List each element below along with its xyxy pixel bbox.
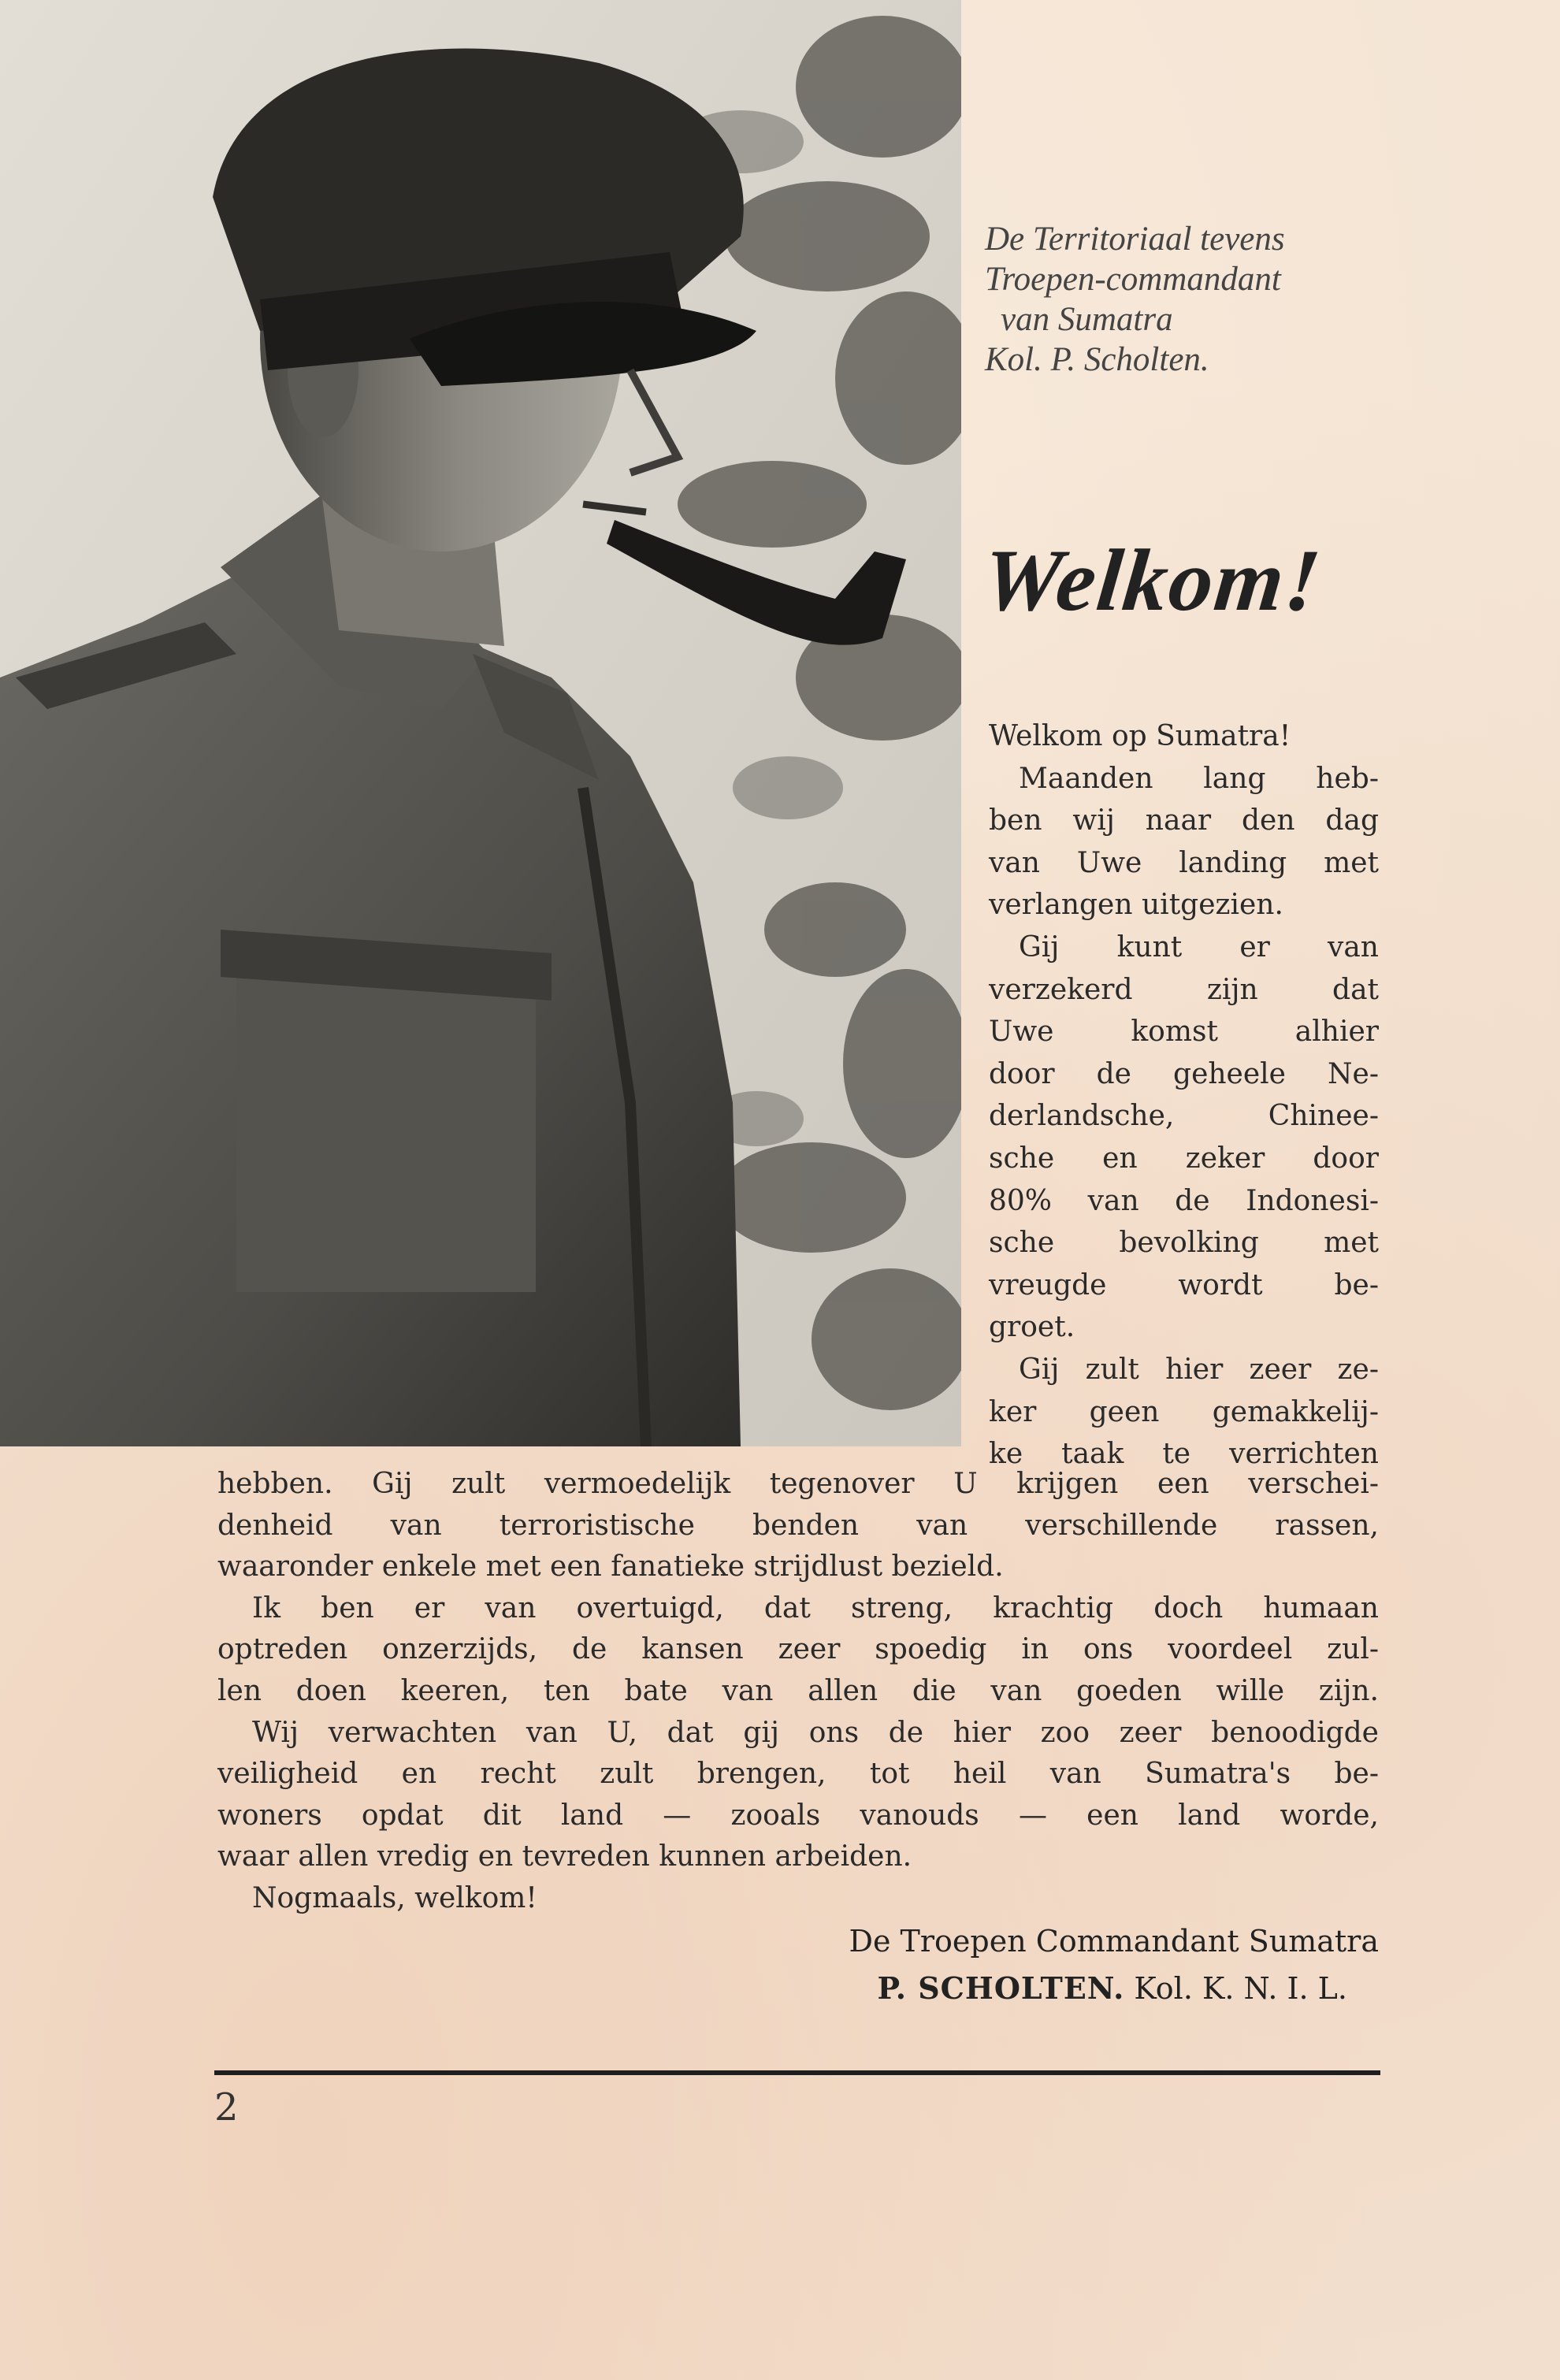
text-line: vreugde wordt be- xyxy=(989,1268,1379,1301)
text-line: len doen keeren, ten bate van allen die van goeden wille zijn. xyxy=(217,1674,1379,1707)
signature-title: De Troepen Commandant Sumatra xyxy=(849,1924,1379,1959)
text-line: Nogmaals, welkom! xyxy=(252,1881,537,1914)
caption-line: van Sumatra xyxy=(1001,301,1173,338)
text-line: denheid van terroristische benden van verschillende rassen, xyxy=(217,1509,1379,1542)
text-line: waar allen vredig en tevreden kunnen arbeiden. xyxy=(217,1840,912,1873)
wide-text-block xyxy=(217,1464,1379,1920)
text-line: Gij kunt er van xyxy=(1019,930,1379,964)
officer-portrait-photo xyxy=(0,0,961,1446)
text-line: Gij zult hier zeer ze- xyxy=(1019,1353,1379,1386)
text-line: Ik ben er van overtuigd, dat streng, krachtig doch humaan xyxy=(252,1591,1379,1624)
signature-name: P. SCHOLTEN. xyxy=(877,1970,1125,2006)
officer-portrait-drawing xyxy=(0,0,961,1446)
text-line: Wij verwachten van U, dat gij ons de hier zoo zeer benoodigde xyxy=(252,1716,1379,1749)
caption-line: Kol. P. Scholten. xyxy=(985,341,1209,378)
text-line: van Uwe landing met xyxy=(989,846,1379,879)
text-line: ke taak te verrichten xyxy=(989,1438,1379,1471)
text-line: sche en zeker door xyxy=(989,1142,1379,1175)
text-line: 80% van de Indonesi- xyxy=(989,1184,1379,1217)
footer-rule xyxy=(214,2070,1380,2075)
text-line: verzekerd zijn dat xyxy=(989,973,1379,1006)
text-line: groet. xyxy=(989,1311,1075,1344)
text-line: verlangen uitgezien. xyxy=(989,889,1283,922)
caption-line: Troepen-commandant xyxy=(985,261,1281,298)
text-line: woners opdat dit land — zooals vanouds — een land worde, xyxy=(217,1799,1379,1832)
text-line: hebben. Gij zult vermoedelijk tegenover U krijgen een verschei- xyxy=(217,1468,1379,1500)
text-line: Welkom op Sumatra! xyxy=(989,720,1291,752)
photo-caption xyxy=(985,219,1395,380)
signature-name-line xyxy=(780,1970,1347,2007)
text-line: Maanden lang heb- xyxy=(1019,762,1379,795)
text-line: sche bevolking met xyxy=(989,1227,1379,1260)
narrow-text-column xyxy=(989,715,1379,1476)
text-line: veiligheid en recht zult brengen, tot heil van Sumatra's be- xyxy=(217,1758,1379,1791)
page-number: 2 xyxy=(214,2085,239,2129)
welcome-heading: Welkom! xyxy=(978,532,1327,629)
caption-line: De Territoriaal tevens xyxy=(985,221,1285,258)
text-line: ker geen gemakkelij- xyxy=(989,1395,1379,1428)
text-line: derlandsche, Chinee- xyxy=(989,1100,1379,1133)
text-line: optreden onzerzijds, de kansen zeer spoedig in ons voordeel zul- xyxy=(217,1633,1379,1666)
signature-rank: Kol. K. N. I. L. xyxy=(1134,1971,1347,2006)
text-line: waaronder enkele met een fanatieke strijdlust bezield. xyxy=(217,1550,1004,1584)
text-line: Uwe komst alhier xyxy=(989,1015,1379,1049)
text-line: ben wij naar den dag xyxy=(989,804,1379,837)
text-line: door de geheele Ne- xyxy=(989,1057,1379,1090)
